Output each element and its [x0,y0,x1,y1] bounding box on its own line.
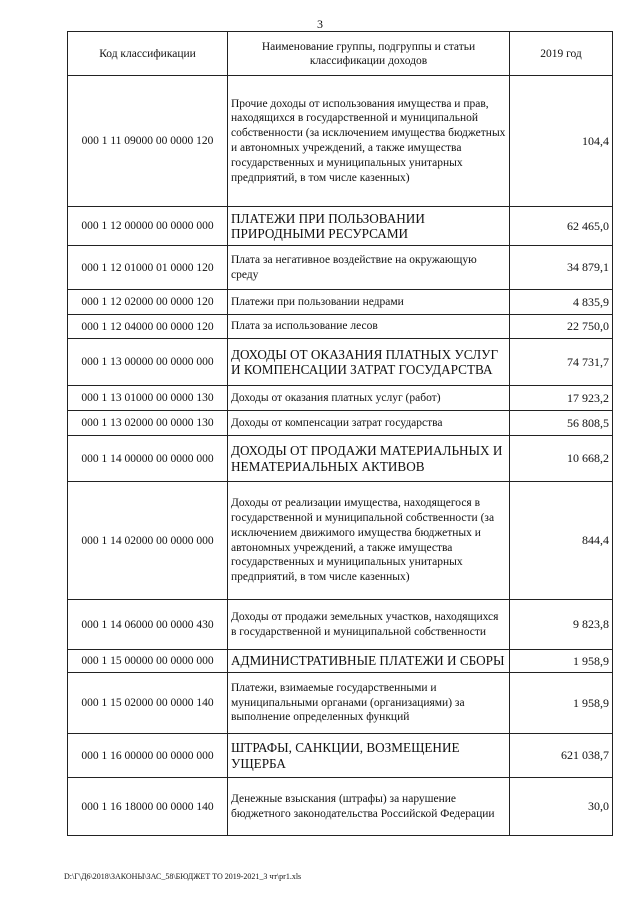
table-row [68,386,613,411]
group-name: ДОХОДЫ ОТ ПРОДАЖИ МАТЕРИАЛЬНЫХ И НЕМАТЕРИАЛЬНЫХ АКТИВОВ [228,436,510,482]
table-row [68,436,613,482]
amount-2019: 104,4 [510,76,613,207]
table-row [68,673,613,734]
amount-2019: 10 668,2 [510,436,613,482]
classification-code: 000 1 16 00000 00 0000 000 [68,734,228,778]
table-row [68,482,613,600]
classification-code: 000 1 14 00000 00 0000 000 [68,436,228,482]
item-name: Прочие доходы от использования имущества и прав, находящихся в государственной и муниципальной собственности (за исключением имущества бюджетных и автономных учреждений, а также имущества государственных и муниципальных унитарных предприятий, в том числе казенных) [228,76,510,207]
item-name: Плата за негативное воздействие на окружающую среду [228,246,510,290]
table-row [68,339,613,386]
amount-2019: 34 879,1 [510,246,613,290]
item-name: Плата за использование лесов [228,315,510,339]
amount-2019: 74 731,7 [510,339,613,386]
item-name: Доходы от продажи земельных участков, находящихся в государственной и муниципальной собственности [228,600,510,650]
classification-code: 000 1 13 01000 00 0000 130 [68,386,228,411]
table-row [68,315,613,339]
amount-2019: 1 958,9 [510,673,613,734]
classification-code: 000 1 13 00000 00 0000 000 [68,339,228,386]
amount-2019: 56 808,5 [510,411,613,436]
item-name: Доходы от реализации имущества, находящегося в государственной и муниципальной собственности (за исключением движимого имущества бюджетных и автономных учреждений, а также имущества государственных и муниципальных унитарных предприятий, в том числе казенных) [228,482,510,600]
page-number: 3 [317,17,323,31]
amount-2019: 30,0 [510,778,613,836]
table-body [68,76,613,836]
table-row [68,600,613,650]
group-name: АДМИНИСТРАТИВНЫЕ ПЛАТЕЖИ И СБОРЫ [228,650,510,673]
classification-code: 000 1 14 02000 00 0000 000 [68,482,228,600]
item-name: Доходы от оказания платных услуг (работ) [228,386,510,411]
amount-2019: 844,4 [510,482,613,600]
table-row [68,290,613,315]
amount-2019: 62 465,0 [510,207,613,246]
classification-code: 000 1 13 02000 00 0000 130 [68,411,228,436]
classification-code: 000 1 16 18000 00 0000 140 [68,778,228,836]
table-row [68,734,613,778]
classification-code: 000 1 12 04000 00 0000 120 [68,315,228,339]
item-name: Доходы от компенсации затрат государства [228,411,510,436]
classification-code: 000 1 15 00000 00 0000 000 [68,650,228,673]
group-name: ПЛАТЕЖИ ПРИ ПОЛЬЗОВАНИИ ПРИРОДНЫМИ РЕСУРСАМИ [228,207,510,246]
file-path-footer: D:\Г\Д6\2018\ЗАКОНЫ\ЗАС_58\БЮДЖЕТ ТО 2019-2021_3 чт\pr1.xls [64,872,302,881]
table-header-row [68,32,613,76]
item-name: Платежи при пользовании недрами [228,290,510,315]
amount-2019: 9 823,8 [510,600,613,650]
table-row [68,76,613,207]
table-row [68,778,613,836]
table-row [68,650,613,673]
classification-code: 000 1 12 02000 00 0000 120 [68,290,228,315]
classification-code: 000 1 12 01000 01 0000 120 [68,246,228,290]
group-name: ШТРАФЫ, САНКЦИИ, ВОЗМЕЩЕНИЕ УЩЕРБА [228,734,510,778]
header-code: Код классификации [68,32,228,76]
classification-code: 000 1 15 02000 00 0000 140 [68,673,228,734]
table-row [68,207,613,246]
item-name: Платежи, взимаемые государственными и муниципальными органами (организациями) за выполнение определенных функций [228,673,510,734]
amount-2019: 1 958,9 [510,650,613,673]
header-name: Наименование группы, подгруппы и статьи классификации доходов [228,32,510,76]
table-row [68,246,613,290]
table-row [68,411,613,436]
amount-2019: 22 750,0 [510,315,613,339]
group-name: ДОХОДЫ ОТ ОКАЗАНИЯ ПЛАТНЫХ УСЛУГ И КОМПЕНСАЦИИ ЗАТРАТ ГОСУДАРСТВА [228,339,510,386]
item-name: Денежные взыскания (штрафы) за нарушение бюджетного законодательства Российской Федерации [228,778,510,836]
classification-code: 000 1 14 06000 00 0000 430 [68,600,228,650]
classification-code: 000 1 11 09000 00 0000 120 [68,76,228,207]
amount-2019: 17 923,2 [510,386,613,411]
amount-2019: 4 835,9 [510,290,613,315]
header-year: 2019 год [510,32,613,76]
classification-code: 000 1 12 00000 00 0000 000 [68,207,228,246]
amount-2019: 621 038,7 [510,734,613,778]
budget-revenue-table [67,31,613,836]
